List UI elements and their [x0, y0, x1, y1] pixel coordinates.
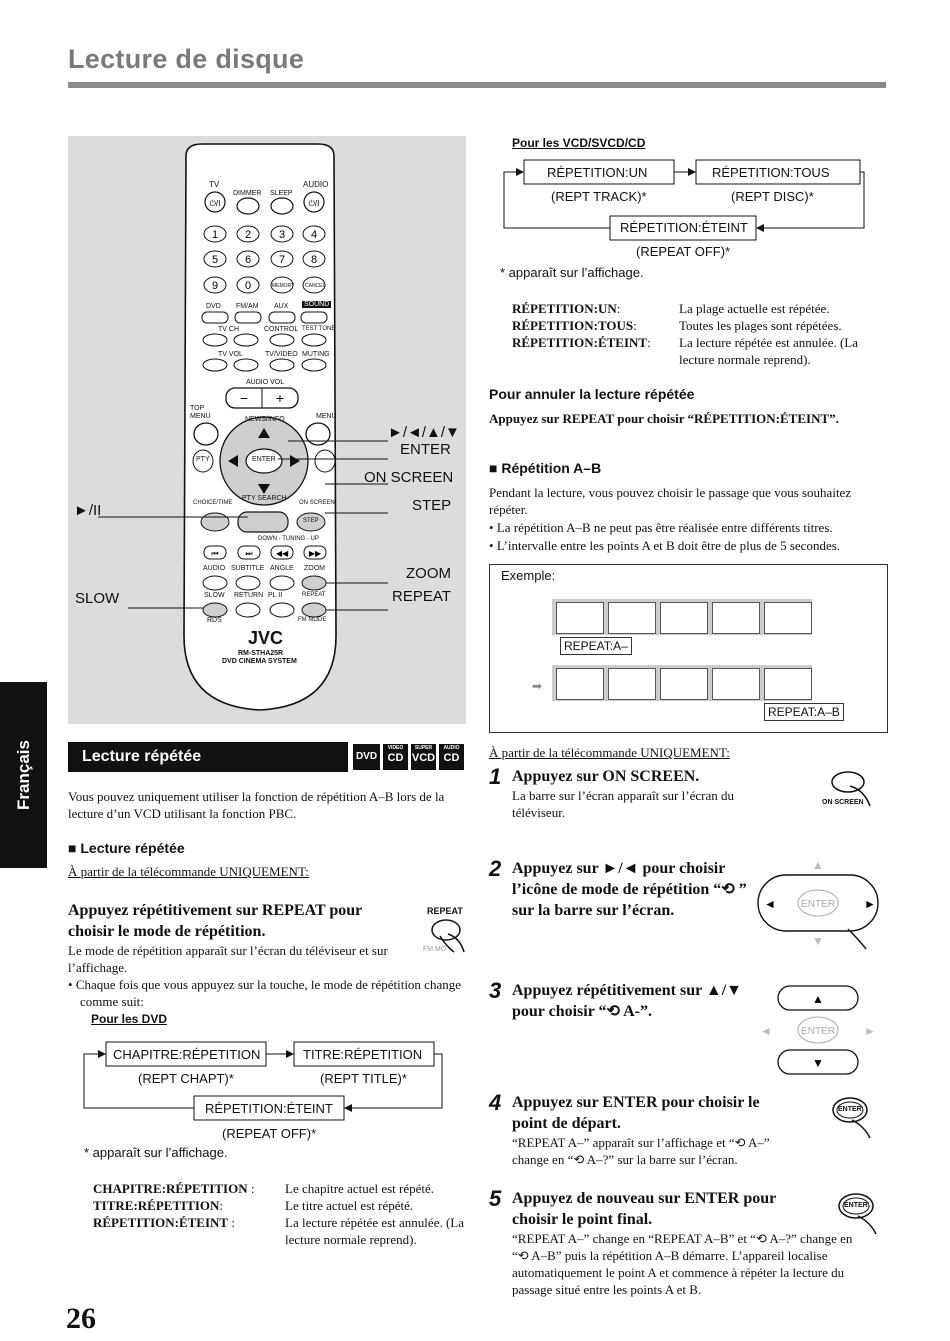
- dvd-flow-box1: CHAPITRE:RÉPETITION: [113, 1047, 261, 1062]
- remote-model-sub: DVD CINEMA SYSTEM: [222, 658, 297, 665]
- ab-intro: Pendant la lecture, vous pouvez choisir le passage que vous souhaitez répéter.: [489, 485, 852, 517]
- dvd-flow-box2: TITRE:RÉPETITION: [303, 1047, 423, 1062]
- remote-label-rds: RDS: [207, 617, 222, 624]
- repeat-icon-label: REPEAT: [427, 906, 463, 916]
- title-rule: [68, 82, 886, 88]
- remote-label-dpl: PL II: [268, 592, 283, 599]
- sub-heading-lecture: ■ Lecture répétée: [68, 840, 185, 856]
- svg-text:►: ►: [864, 1024, 876, 1038]
- remote-label-repeat: REPEAT: [302, 592, 326, 598]
- remote-label-angle: ANGLE: [270, 565, 294, 572]
- section-heading-bar: [68, 742, 348, 772]
- svg-text:▶▶: ▶▶: [308, 549, 322, 558]
- remote-label-zoom: ZOOM: [304, 565, 325, 572]
- remote-only-note-right: À partir de la télécommande UNIQUEMENT:: [489, 745, 730, 760]
- svg-text:6: 6: [244, 254, 252, 266]
- svg-text:⏭: ⏭: [245, 549, 253, 558]
- svg-text:ENTER: ENTER: [801, 1026, 835, 1037]
- remote-label-step: STEP: [303, 518, 319, 524]
- ab-heading: ■ Répétition A–B: [489, 460, 602, 476]
- remote-label-choice-time: CHOICE/TIME: [193, 500, 233, 506]
- page-title: Lecture de disque: [68, 44, 305, 74]
- dvd-flow-box3: RÉPETITION:ÉTEINT: [205, 1101, 333, 1116]
- dvd-flow-box2-sub: (REPT TITLE)*: [320, 1071, 407, 1086]
- enter-press-icon-2: [834, 1190, 882, 1236]
- mode-bullet: • Chaque fois que vous appuyez sur la touche, le mode de répétition change comme suit:: [68, 977, 461, 1009]
- svg-text:►: ►: [864, 897, 876, 911]
- svg-text:5: 5: [211, 254, 219, 266]
- intro-text: Vous pouvez uniquement utiliser la fonction de répétition A–B lors de la lecture d’un VCD utilisant la fonction PBC.: [68, 789, 445, 821]
- remote-label-fm-mode: FM MODE: [298, 617, 327, 623]
- language-tab-label: Français: [13, 740, 33, 810]
- vcd-flow-box3: RÉPETITION:ÉTEINT: [620, 220, 748, 235]
- enter-icon-label-2: ENTER: [844, 1202, 868, 1209]
- enter-pad-left-right-icon: [752, 855, 884, 951]
- callout-arrows: ►/◄/▲/▼: [388, 424, 460, 441]
- section-title: Lecture répétée: [82, 748, 202, 765]
- film-frame: [556, 602, 604, 634]
- remote-label-control: CONTROL: [264, 326, 299, 333]
- vcd-footnote: * apparaît sur l’affichage.: [500, 265, 644, 280]
- callout-zoom: ZOOM: [406, 565, 451, 582]
- remote-label-subtitle: SUBTITLE: [231, 565, 265, 572]
- svg-text:3: 3: [278, 229, 286, 241]
- remote-label-fmam: FM/AM: [236, 303, 259, 310]
- cancel-text: Appuyez sur REPEAT pour choisir “RÉPETITION:ÉTEINT”.: [489, 411, 839, 426]
- vcd-flow-box2: RÉPETITION:TOUS: [712, 165, 830, 180]
- remote-only-note-left: À partir de la télécommande UNIQUEMENT:: [68, 864, 309, 879]
- cancel-heading: Pour annuler la lecture répétée: [489, 386, 695, 402]
- callout-step: STEP: [412, 497, 452, 514]
- step-3: 3 Appuyez répétitivement sur ▲/▼ pour choisir “⟲ A-”.: [489, 978, 743, 1020]
- svg-text:1: 1: [211, 229, 219, 241]
- svg-text:8: 8: [310, 254, 318, 266]
- svg-text:−: −: [239, 390, 249, 406]
- remote-label-slow: SLOW: [204, 592, 225, 599]
- film-frame: [712, 602, 760, 634]
- svg-text:▼: ▼: [812, 1056, 824, 1070]
- enter-pad-up-down-icon: [752, 982, 884, 1078]
- vcd-flow-box1: RÉPETITION:UN: [547, 165, 648, 180]
- page-number: 26: [66, 1302, 96, 1335]
- remote-label-pty-search: PTY SEARCH: [242, 495, 287, 502]
- zoom-button: [302, 576, 326, 590]
- film-frame: [660, 602, 708, 634]
- remote-label-tv-vol: TV VOL: [218, 351, 243, 358]
- ab-bullet-1: • La répétition A–B ne peut pas être réalisée entre différents titres.: [489, 520, 833, 535]
- svg-text:+: +: [275, 390, 285, 406]
- enter-icon-label-1: ENTER: [838, 1106, 862, 1113]
- svg-text:▲: ▲: [812, 992, 824, 1006]
- vcd-heading: Pour les VCD/SVCD/CD: [512, 136, 646, 150]
- svg-text:9: 9: [211, 280, 219, 292]
- remote-label-memory: MEMORY: [272, 283, 295, 289]
- remote-model: RM-STHA25R: [238, 650, 284, 657]
- svg-text:▼: ▼: [812, 934, 824, 948]
- step-5: 5 Appuyez de nouveau sur ENTER pour choisir le point final. “REPEAT A–” change en “REPEAT A–B” et “⟲ A–?” change en “⟲ A–B” puis la répétition A–B démarre. L’appareil localise automatiquement le point A et commence à répéter la lecture du passage situé entre les points A et B.: [489, 1186, 853, 1297]
- remote-label-pty: PTY: [196, 456, 210, 463]
- step-4: 4 Appuyez sur ENTER pour choisir le point de départ. “REPEAT A–” apparaît sur l’affichage et “⟲ A–” change en “⟲ A–?” sur la barre sur l’écran.: [489, 1090, 770, 1167]
- remote-label-test-tone: TEST TONE: [302, 326, 336, 332]
- remote-label-enter: ENTER: [252, 456, 276, 463]
- arrow-right-icon: ➡: [532, 679, 543, 693]
- example-tag-a: REPEAT:A–: [560, 637, 632, 655]
- remote-label-return: RETURN: [234, 592, 264, 599]
- badge-audio-cd: AUDIO CD: [439, 744, 464, 770]
- badge-super-vcd: SUPER VCD: [411, 744, 436, 770]
- remote-label-audio-vol: AUDIO VOL: [246, 379, 285, 386]
- remote-brand-logo: JVC: [248, 628, 284, 648]
- svg-text:◄: ◄: [760, 1024, 772, 1038]
- remote-label-audio2: AUDIO: [203, 565, 226, 572]
- remote-label-tv: TV: [209, 180, 220, 189]
- callout-repeat: REPEAT: [392, 588, 451, 605]
- example-box: [489, 564, 888, 733]
- dvd-flow-box1-sub: (REPT CHAPT)*: [138, 1071, 234, 1086]
- sleep-button: [271, 198, 293, 214]
- remote-label-cancel: CANCEL: [305, 283, 326, 289]
- dvd-definitions: CHAPITRE:RÉPETITION : Le chapitre actuel est répété. TITRE:RÉPETITION: Le titre actuel est répété. RÉPETITION:ÉTEINT : La lecture répétée est annulée. (La lecture normale reprend).: [93, 1181, 464, 1247]
- remote-label-tv-video: TV/VIDEO: [265, 351, 298, 358]
- film-frame: [660, 668, 708, 700]
- mode-description: Le mode de répétition apparaît sur l’écran du téléviseur et sur l’affichage.: [68, 943, 388, 975]
- remote-label-dimmer: DIMMER: [233, 190, 262, 197]
- film-frame: [764, 668, 812, 700]
- remote-label-on-screen: ON SCREEN: [299, 500, 335, 506]
- remote-label-dvd: DVD: [206, 303, 221, 310]
- vcd-flow-box1-sub: (REPT TRACK)*: [551, 189, 647, 204]
- dvd-flow-box3-sub: (REPEAT OFF)*: [222, 1126, 317, 1141]
- step-1: 1 Appuyez sur ON SCREEN. La barre sur l’écran apparaît sur l’écran du téléviseur.: [489, 764, 734, 820]
- example-label: Exemple:: [501, 568, 556, 583]
- svg-text:⏮: ⏮: [211, 549, 219, 558]
- dimmer-button: [237, 198, 259, 214]
- remote-label-menu: MENU: [316, 413, 337, 420]
- film-frame: [712, 668, 760, 700]
- callout-play-pause: ►/II: [74, 502, 102, 519]
- remote-label-news-info: NEWS/INFO: [245, 416, 285, 423]
- svg-text:▲: ▲: [812, 858, 824, 872]
- svg-text:⏻/I: ⏻/I: [308, 199, 320, 208]
- repeat-icon-sub: FM MO: [423, 946, 447, 953]
- remote-label-sound: SOUND: [304, 301, 330, 308]
- callout-enter: ENTER: [400, 441, 451, 458]
- svg-text:4: 4: [310, 229, 318, 241]
- step-2: 2 Appuyez sur ►/◄ pour choisir l’icône de mode de répétition “⟲ ” sur la barre sur l’écran.: [489, 856, 747, 919]
- remote-label-tv-ch: TV CH: [218, 326, 239, 333]
- ab-bullet-2: • L’intervalle entre les points A et B doit être de plus de 5 secondes.: [489, 538, 841, 553]
- callout-slow: SLOW: [75, 590, 120, 607]
- svg-text:7: 7: [278, 254, 286, 266]
- film-frame: [608, 602, 656, 634]
- film-frame: [608, 668, 656, 700]
- vcd-definitions: RÉPETITION:UN: La plage actuelle est répétée. RÉPETITION:TOUS: Toutes les plages sont répétées. RÉPETITION:ÉTEINT: La lecture répétée est annulée. (La lecture normale reprend).: [512, 301, 858, 367]
- language-tab: [0, 682, 47, 868]
- slow-button: [203, 603, 227, 617]
- remote-label-tuning: DOWN - TUNING - UP: [258, 536, 319, 542]
- dvd-heading: Pour les DVD: [91, 1012, 168, 1026]
- remote-label-audio: AUDIO: [303, 180, 329, 189]
- vcd-flow-box3-sub: (REPEAT OFF)*: [636, 244, 731, 259]
- svg-text:0: 0: [244, 280, 252, 292]
- remote-label-top-menu: TOP MENU: [190, 405, 211, 420]
- vcd-flow-box2-sub: (REPT DISC)*: [731, 189, 814, 204]
- on-screen-icon-label: ON SCREEN: [822, 799, 864, 806]
- callout-on-screen: ON SCREEN: [364, 469, 454, 486]
- badge-dvd: DVD: [353, 744, 380, 770]
- dvd-footnote: * apparaît sur l’affichage.: [84, 1145, 228, 1160]
- repeat-instruction: Appuyez répétitivement sur REPEAT pour choisir le mode de répétition.: [68, 902, 362, 940]
- svg-text:◄: ◄: [764, 897, 776, 911]
- remote-label-muting: MUTING: [302, 351, 330, 358]
- play-pause-button: [238, 512, 288, 532]
- film-frame: [764, 602, 812, 634]
- repeat-button: [302, 603, 326, 617]
- svg-text:2: 2: [244, 229, 252, 241]
- film-frame: [556, 668, 604, 700]
- remote-label-sleep: SLEEP: [270, 190, 293, 197]
- badge-video-cd: VIDEO CD: [383, 744, 408, 770]
- svg-text:⏻/I: ⏻/I: [209, 199, 221, 208]
- svg-text:ENTER: ENTER: [801, 899, 835, 910]
- enter-press-icon-1: [828, 1094, 876, 1140]
- svg-text:◀◀: ◀◀: [275, 549, 289, 558]
- example-tag-ab: REPEAT:A–B: [764, 703, 844, 721]
- remote-label-aux: AUX: [274, 303, 289, 310]
